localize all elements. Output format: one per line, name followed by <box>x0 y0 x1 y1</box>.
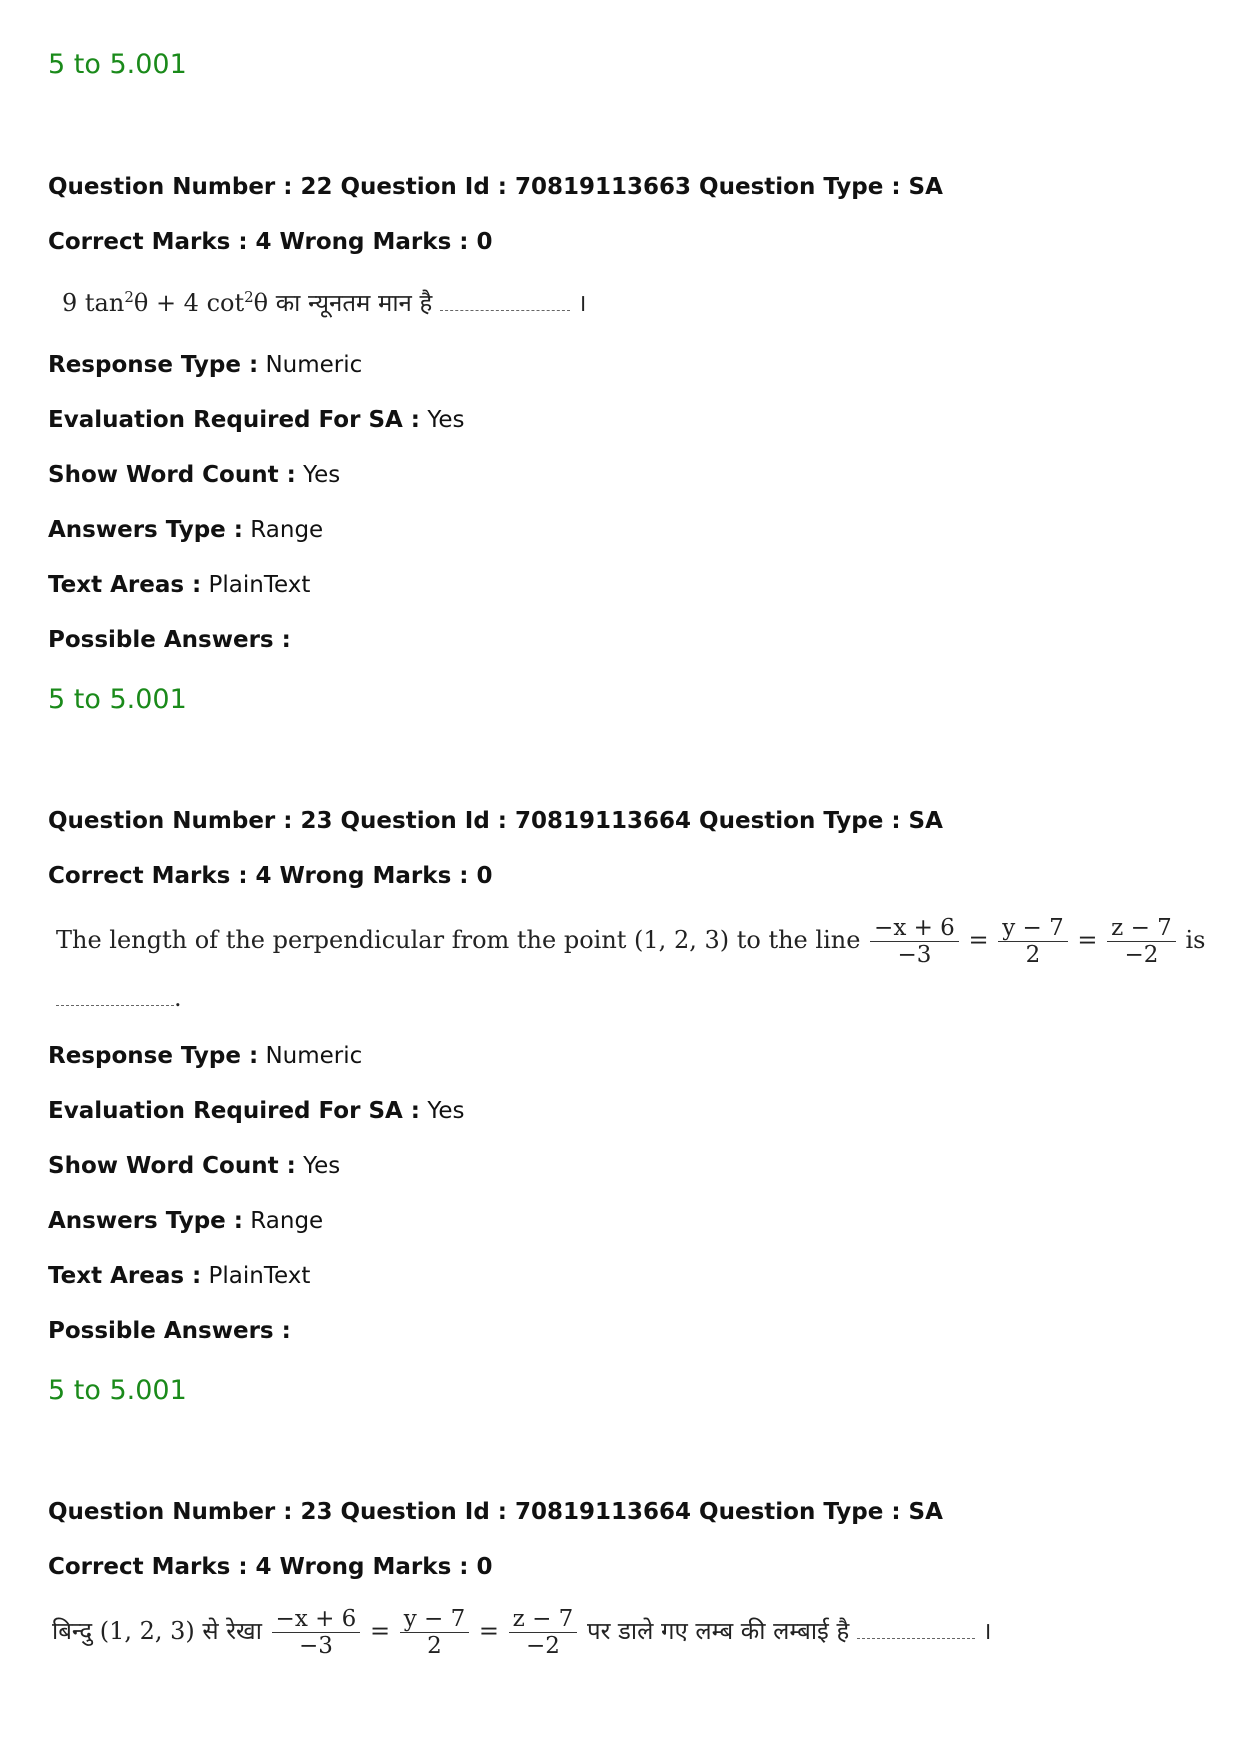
text-areas-row: Text Areas : PlainText <box>48 572 311 598</box>
answers-type-row: Answers Type : Range <box>48 1208 324 1234</box>
fraction: $\frac{z - 7}{-2}$ <box>509 1606 578 1659</box>
text-areas-row: Text Areas : PlainText <box>48 1263 311 1289</box>
possible-answer-value: 5 to 5.001 <box>48 1375 187 1406</box>
question-header: Question Number : 22 Question Id : 70819113663 Question Type : SA <box>48 174 943 200</box>
fraction: $\frac{-x + 6}{-3}$ <box>870 915 959 968</box>
response-type-row: Response Type : Numeric <box>48 352 363 378</box>
fraction: $\frac{-x + 6}{-3}$ <box>272 1606 361 1659</box>
word-count-row: Show Word Count : Yes <box>48 462 341 488</box>
marks-info: Correct Marks : 4 Wrong Marks : 0 <box>48 229 493 255</box>
question-text-continued: . <box>56 984 182 1012</box>
fraction: $\frac{z - 7}{-2}$ <box>1107 915 1176 968</box>
question-text: बिन्दु (1, 2, 3) से रेखा $\frac{-x + 6}{-3}$ = $\frac{y - 7}{2}$ = $\frac{z - 7}{-2}$ पर डाले गए लम्ब की लम्बाई है । <box>52 1606 992 1659</box>
fraction: $\frac{y - 7}{2}$ <box>400 1606 470 1659</box>
question-text: 9 $\tan^2\theta + 4$ $\cot^2\theta$ का न्यूनतम मान है । <box>62 288 587 317</box>
possible-answer-value: 5 to 5.001 <box>48 684 187 715</box>
evaluation-row: Evaluation Required For SA : Yes <box>48 407 465 433</box>
question-text: The length of the perpendicular from the point (1, 2, 3) to the line $\frac{-x + 6}{-3}$ = $\frac{y - 7}{2}$ = $\frac{z - 7}{-2}$ is <box>56 915 1206 968</box>
fraction: $\frac{y - 7}{2}$ <box>998 915 1068 968</box>
response-type-row: Response Type : Numeric <box>48 1043 363 1069</box>
evaluation-row: Evaluation Required For SA : Yes <box>48 1098 465 1124</box>
marks-info: Correct Marks : 4 Wrong Marks : 0 <box>48 863 493 889</box>
answer-blank <box>857 1636 975 1639</box>
answer-blank <box>56 1003 174 1006</box>
possible-answers-label: Possible Answers : <box>48 1318 291 1344</box>
possible-answers-label: Possible Answers : <box>48 627 291 653</box>
marks-info: Correct Marks : 4 Wrong Marks : 0 <box>48 1554 493 1580</box>
word-count-row: Show Word Count : Yes <box>48 1153 341 1179</box>
question-header: Question Number : 23 Question Id : 70819113664 Question Type : SA <box>48 1499 943 1525</box>
answers-type-row: Answers Type : Range <box>48 517 324 543</box>
possible-answer-value: 5 to 5.001 <box>48 49 187 80</box>
question-header: Question Number : 23 Question Id : 70819113664 Question Type : SA <box>48 808 943 834</box>
answer-blank <box>440 308 570 311</box>
